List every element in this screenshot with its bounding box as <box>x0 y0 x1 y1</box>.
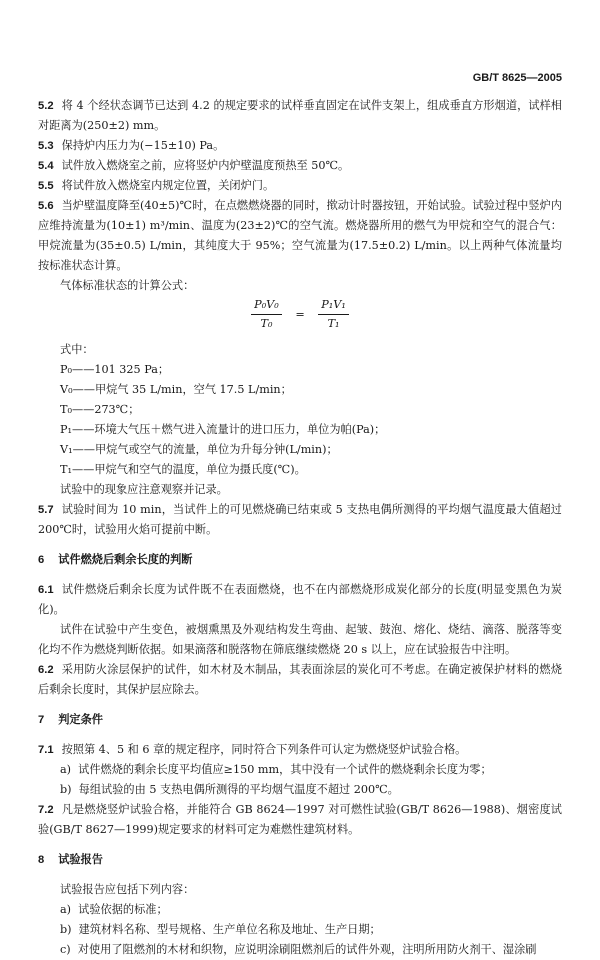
definition-item: V₀——甲烷气 35 L/min，空气 17.5 L/min； <box>60 383 292 396</box>
clause-5-5 <box>38 176 562 196</box>
clause-number: 5.4 <box>38 160 54 172</box>
document-body <box>38 96 562 960</box>
clause-6-1-paragraph: 试件在试验中产生变色，被烟熏黑及外观结构发生弯曲、起皱、鼓泡、熔化、烧结、滴落、脱落等变化均不作为燃烧判断依据。如果滴落和脱落物在筛底继续燃烧 20 s 以上，应在试验报告中注明。 <box>38 623 562 656</box>
clause-text: 试件放入燃烧室之前，应将竖炉内炉壁温度预热至 50℃。 <box>61 159 350 172</box>
clause-text: 采用防火涂层保护的试件，如木材及木制品，其表面涂层的炭化可不考虑。在确定被保护材料的燃烧后剩余长度时，其保护层应除去。 <box>38 663 562 696</box>
formula-lhs <box>251 296 282 333</box>
standard-code: GB/T 8625—2005 <box>472 72 562 84</box>
list-text: 对使用了阻燃剂的木材和织物，应说明涂刷阻燃剂后的试件外观，注明所用防火剂干、湿涂刷 <box>77 943 537 956</box>
clause-number: 5.6 <box>38 200 54 212</box>
clause-7-2 <box>38 800 562 840</box>
formula-equals: = <box>295 307 305 321</box>
gas-state-formula <box>38 296 562 340</box>
list-item <box>38 900 562 920</box>
clause-5-6 <box>38 196 562 276</box>
clause-number: 6.1 <box>38 584 54 596</box>
clause-6-2 <box>38 660 562 700</box>
formula-rhs <box>318 296 349 333</box>
report-intro: 试验报告应包括下列内容： <box>60 883 195 896</box>
clause-number: 6.2 <box>38 664 54 676</box>
clause-text: 将 4 个经状态调节已达到 4.2 的规定要求的试样垂直固定在试件支架上，组成垂直方形烟道，试样相对距离为(250±2) mm。 <box>38 99 562 132</box>
clause-number: 7.1 <box>38 744 54 756</box>
list-item <box>38 760 562 780</box>
clause-number: 5.7 <box>38 504 54 516</box>
list-item <box>38 920 562 940</box>
clause-5-7 <box>38 500 562 540</box>
formula-rhs-numerator: P₁V₁ <box>318 296 349 315</box>
list-text: 试件燃烧的剩余长度平均值应≥150 mm，其中没有一个试件的燃烧剩余长度为零； <box>78 763 492 776</box>
section-7-heading <box>38 710 562 730</box>
section-8-heading <box>38 850 562 870</box>
section-title: 试件燃烧后剩余长度的判断 <box>58 554 193 566</box>
formula-intro: 气体标准状态的计算公式： <box>60 279 195 292</box>
clause-number: 5.3 <box>38 140 54 152</box>
clause-number: 5.5 <box>38 180 54 192</box>
where-label: 式中： <box>60 343 94 356</box>
clause-text: 试验时间为 10 min，当试件上的可见燃烧确已结束或 5 支热电偶所测得的平均烟气温度最大值超过 200℃时，试验用火焰可提前中断。 <box>38 503 562 536</box>
clause-text: 保持炉内压力为(−15±10) Pa。 <box>61 139 225 152</box>
clause-7-1 <box>38 740 562 760</box>
list-mark: a) <box>60 903 72 916</box>
formula-lhs-numerator: P₀V₀ <box>251 296 282 315</box>
list-mark: a) <box>60 763 72 776</box>
list-mark: b) <box>60 783 72 796</box>
list-item <box>38 940 562 960</box>
variable-definitions <box>38 360 562 480</box>
clause-text: 试件燃烧后剩余长度为试件既不在表面燃烧，也不在内部燃烧形成炭化部分的长度(明显变黑色为炭化)。 <box>38 583 562 616</box>
definition-item: P₁——环境大气压＋燃气进入流量计的进口压力，单位为帕(Pa)； <box>60 423 386 436</box>
list-item <box>38 780 562 800</box>
clause-text: 凡是燃烧竖炉试验合格，并能符合 GB 8624—1997 对可燃性试验(GB/T 8626—1988)、烟密度试验(GB/T 8627—1999)规定要求的材料可定为难燃性建筑材料。 <box>38 803 562 836</box>
clause-6-1 <box>38 580 562 620</box>
definition-item: T₀——273℃； <box>60 403 140 416</box>
list-mark: b) <box>60 923 72 936</box>
definition-item: V₁——甲烷气或空气的流量，单位为升每分钟(L/min)； <box>60 443 338 456</box>
list-text: 每组试验的由 5 支热电偶所测得的平均烟气温度不超过 200℃。 <box>78 783 399 796</box>
formula-lhs-denominator: T₀ <box>260 317 273 330</box>
section-6-heading <box>38 550 562 570</box>
formula-rhs-denominator: T₁ <box>327 317 340 330</box>
section-number: 7 <box>38 714 45 726</box>
clause-text: 当炉壁温度降至(40±5)℃时，在点燃燃烧器的同时，揿动计时器按钮，开始试验。试验过程中竖炉内应维持流量为(10±1) m³/min、温度为(23±2)℃的空气流。燃烧器所用的燃气为甲烷和空气的混合气：甲烷流量为(35±0.5) L/min，其纯度大于 95%；空气流量为(17.5±0.2) L/min。以上两种气体流量均按标准状态计算。 <box>38 199 562 272</box>
clause-5-4 <box>38 156 562 176</box>
list-text: 试验依据的标准； <box>78 903 168 916</box>
definition-item: P₀——101 325 Pa； <box>60 363 170 376</box>
definition-item: T₁——甲烷气和空气的温度，单位为摄氏度(℃)。 <box>60 463 306 476</box>
record-note: 试验中的现象应注意观察并记录。 <box>60 483 228 496</box>
clause-text: 按照第 4、5 和 6 章的规定程序，同时符合下列条件可认定为燃烧竖炉试验合格。 <box>61 743 467 756</box>
section-title: 判定条件 <box>58 714 103 726</box>
section-title: 试验报告 <box>58 854 103 866</box>
clause-text: 将试件放入燃烧室内规定位置，关闭炉门。 <box>61 179 275 192</box>
section-number: 8 <box>38 854 45 866</box>
clause-number: 7.2 <box>38 804 54 816</box>
list-text: 建筑材料名称、型号规格、生产单位名称及地址、生产日期； <box>78 923 381 936</box>
section-number: 6 <box>38 554 45 566</box>
clause-number: 5.2 <box>38 100 54 112</box>
clause-5-2 <box>38 96 562 136</box>
list-mark: c) <box>60 943 71 956</box>
clause-5-3 <box>38 136 562 156</box>
